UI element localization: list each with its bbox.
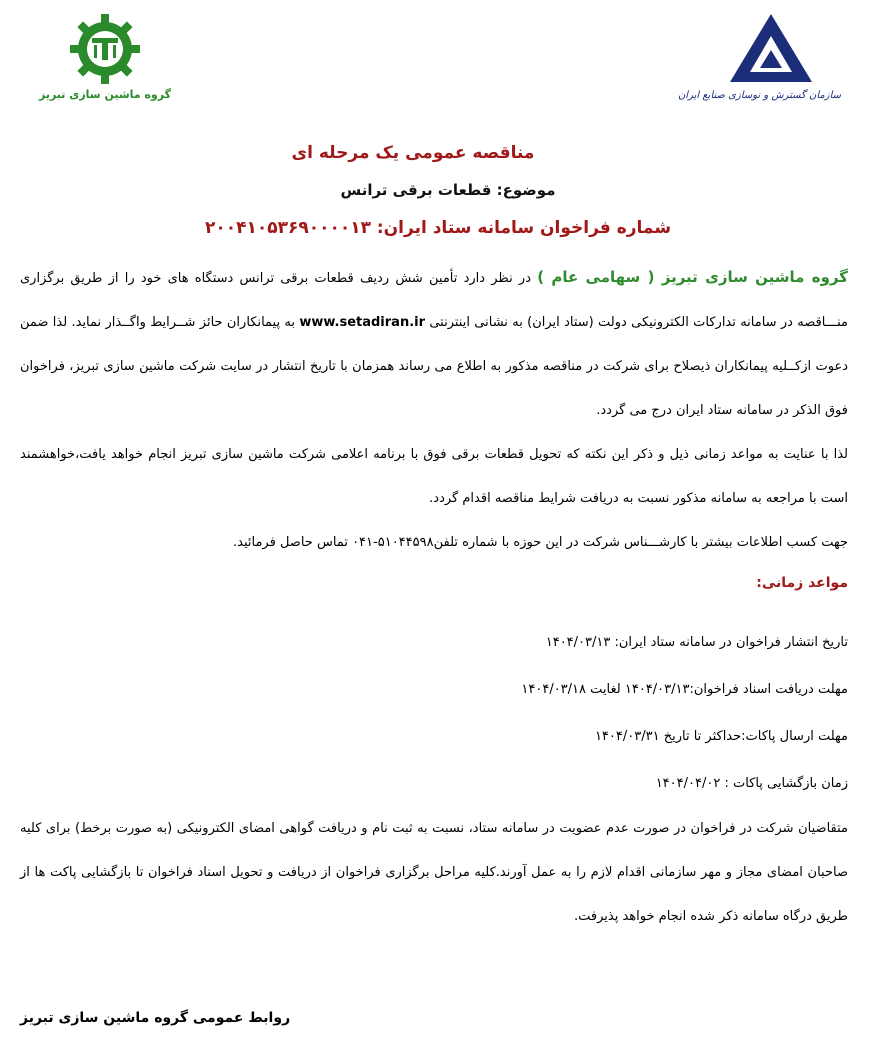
- schedule-item-opening: زمان بازگشایی پاکات : ۱۴۰۴/۰۴/۰۲: [655, 776, 848, 791]
- paragraph-registration: متقاضیان شرکت در فراخوان در صورت عدم عضویت در سامانه ستاد، نسبت به ثبت نام و دریافت گواهی امضای الکترونیکی (به صورت برخط) برای کلیه صاحبان امضای مجاز و مهر سازمانی اقدام لازم را به عمل آورند.کلیه مراحل برگزاری فراخوان از دریافت و تحویل اسناد فراخوان تا بازگشایی پاکت ها از طریق درگاه سامانه ذکر شده انجام خواهد پذیرفت.: [20, 821, 848, 924]
- schedule-item-docs-deadline: مهلت دریافت اسناد فراخوان:۱۴۰۴/۰۳/۱۳ لغایت ۱۴۰۴/۰۳/۱۸: [521, 682, 848, 697]
- schedule-item-submission-deadline: مهلت ارسال پاکات:حداکثر تا تاریخ ۱۴۰۴/۰۳/۳۱: [594, 729, 848, 744]
- setadiran-link[interactable]: www.setadiran.ir: [299, 315, 426, 330]
- intro-text-a: در نظر دارد تأمین شش ردیف قطعات برقی ترانس دستگاه های خود را از طریق برگزاری منـــاقصه در سامانه تدارکات الکترونیکی دولت (ستاد ایران) به نشانی اینترنتی: [20, 271, 848, 330]
- intro-text-b: به پیمانکاران حائز شــرایط واگــذار نماید. لذا ضمن دعوت ازکــلیه پیمانکاران ذیصلاح برای شرکت در مناقصه مذکور به اطلاع می رساند همزمان با تاریخ انتشار در سایت شرکت ماشین سازی تبریز، فراخوان فوق الذکر در سامانه ستاد ایران درج می گردد.: [20, 315, 848, 418]
- organization-logo: [677, 10, 841, 120]
- paragraph-delivery: لذا با عنایت به مواعد زمانی ذیل و ذکر این نکته که تحویل قطعات برقی فوق با برنامه اعلامی شرکت ماشین سازی تبریز انجام خواهد یافت،خواهشمند است با مراجعه به سامانه مذکور نسبت به دریافت شرایط مناقصه اقدام گردد.: [20, 447, 848, 506]
- schedule-item-publish: تاریخ انتشار فراخوان در سامانه ستاد ایران: ۱۴۰۴/۰۳/۱۳: [545, 635, 848, 650]
- tender-subject: موضوع: قطعات برقی ترانس: [340, 181, 556, 199]
- schedule-heading: مواعد زمانی:: [756, 575, 848, 591]
- triangle-logo-icon: [726, 10, 816, 88]
- organization-logo-caption: سازمان گسترش و نوسازی صنایع ایران: [677, 90, 841, 101]
- paragraph-intro: [20, 255, 848, 433]
- tender-number: شماره فراخوان سامانه ستاد ایران: ۲۰۰۴۱۰۵۳۶۹۰۰۰۰۱۳: [204, 218, 672, 238]
- gear-t-logo-icon: [68, 12, 142, 86]
- paragraph-contact: جهت کسب اطلاعات بیشتر با کارشـــناس شرکت در این حوزه با شماره تلفن۵۱۰۴۴۵۹۸-۰۴۱ تماس حاصل فرمائید.: [233, 535, 848, 550]
- footer-signature: روابط عمومی گروه ماشین سازی تبریز: [20, 1010, 291, 1026]
- company-logo-caption: گروه ماشین سازی تبریز: [38, 88, 171, 101]
- announcement-body: [20, 255, 848, 939]
- company-name: گروه ماشین سازی تبریز ( سهامی عام ): [537, 268, 848, 286]
- tender-title: مناقصه عمومی یک مرحله ای: [291, 143, 535, 163]
- company-logo: [20, 12, 190, 112]
